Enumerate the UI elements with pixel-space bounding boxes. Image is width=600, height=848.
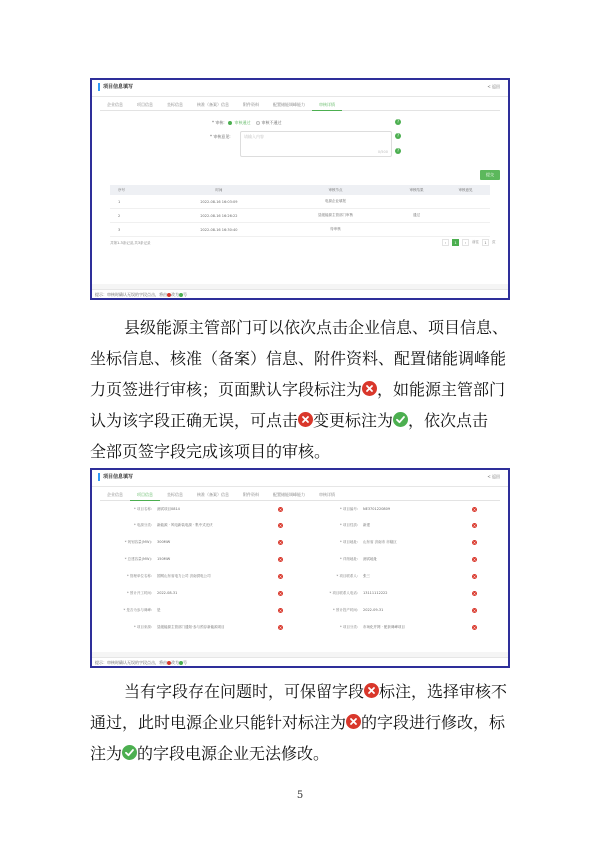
field-project-address: * 项目地址: 山东省 济南市 市辖区 [339,540,397,544]
back-link[interactable]: < 返回 [487,84,500,89]
close-circle-icon[interactable]: × [472,591,477,596]
close-circle-icon [298,412,313,427]
cell: 1 [110,195,159,209]
close-circle-icon [364,683,379,698]
tab-project-info[interactable]: 项目信息 [130,490,160,501]
submit-button[interactable]: 提交 [480,170,500,180]
close-circle-icon[interactable]: × [278,523,283,528]
tab-review-details[interactable]: 审核详情 [312,100,342,111]
close-circle-icon[interactable]: × [472,507,477,512]
cell: 县级能源主管部门审核 [279,209,392,223]
radio-unchecked-icon [256,121,260,125]
cell [392,223,441,237]
cell: 待审核 [279,223,392,237]
page-number: 5 [296,790,304,801]
review-history-table [110,185,490,237]
instruction-paragraph-2 [90,676,512,769]
tab-approval-info[interactable]: 核准（备案）信息 [197,492,229,497]
radio-pass[interactable]: 审核通过 [228,120,250,125]
tab-coordinate-info[interactable]: 坐标信息 [167,492,183,497]
para2-line2: 通过，此时电源企业只能针对标注为 [90,713,347,732]
field-planned-capacity: * 规划容量(MW): 300MW [124,540,171,544]
review-screenshot [90,78,510,300]
close-circle-icon[interactable]: × [278,591,283,596]
field-project-name: * 项目名称: 测试项目0814 [133,507,180,511]
cell [441,195,490,209]
panel-footer-tip: 提示：审核时确认无误的字段点击，将由 改为 号 [92,289,508,298]
opinion-label: * 审核意见: [210,134,231,139]
field-project-nature: * 项目性质: 新建 [339,523,370,527]
cell: 2022-08-16 16:03:09 [159,195,279,209]
cell [441,209,490,223]
page-button-current[interactable]: 1 [452,239,459,246]
tab-project-info[interactable]: 项目信息 [137,102,153,107]
field-project-code: * 项目编号: NE3701220809 [339,507,391,511]
close-circle-icon[interactable]: × [278,557,283,562]
col-result: 审核结果 [392,185,441,195]
check-circle-icon [122,745,137,760]
table-header-row [110,185,490,195]
close-circle-icon[interactable]: × [472,625,477,630]
cell: 2022-08-16 16:26:22 [159,209,279,223]
col-index: 序号 [110,185,159,195]
help-icon[interactable]: ? [396,133,400,138]
close-circle-icon[interactable]: × [278,608,283,613]
next-page-button[interactable]: › [462,239,469,246]
project-info-screenshot [90,468,510,668]
para2-line2b: 的字段进行修改，标 [361,713,506,732]
para1-line4c: ，依次点击 [408,411,489,430]
radio-checked-icon [228,121,232,125]
para2-line1: 当有字段存在问题时，可保留字段 [124,682,365,701]
para1-line5: 全部页签字段完成该项目的审核。 [90,442,331,461]
col-time: 时间 [159,185,279,195]
close-circle-icon[interactable]: × [472,523,477,528]
audit-label: * 审核: [212,120,225,125]
opinion-char-count: 0/500 [377,150,388,154]
para1-line4: 认为该字段正确无误，可点击 [90,411,299,430]
close-circle-icon[interactable]: × [472,608,477,613]
panel-header [92,80,508,97]
close-circle-icon[interactable]: × [472,540,477,545]
field-detail-address: * 详细地址: 测试地址 [339,557,377,561]
tab-approval-info[interactable]: 核准（备案）信息 [197,102,229,107]
panel-title: 项目信息填写 [98,473,133,481]
tab-bar [100,490,500,501]
para2-line1b: 标注，选择审核不 [379,682,508,701]
tab-review-details[interactable]: 审核详情 [319,492,335,497]
col-node: 审核节点 [279,185,392,195]
panel-header [92,470,508,487]
cell: 2 [110,209,159,223]
para2-line3: 注为 [90,744,123,763]
goto-label: 前往 [472,240,479,244]
field-contact-phone: * 项目联系人电话: 13111112222 [329,591,388,595]
page-suffix: 页 [492,240,496,244]
cell: 3 [110,223,159,237]
close-circle-icon[interactable]: × [278,574,283,579]
cell: 通过 [392,209,441,223]
opinion-textarea[interactable] [240,131,392,157]
close-circle-icon[interactable]: × [278,507,283,512]
para1-line2: 坐标信息、核准（备案）信息、附件资料、配置储能调峰能 [90,349,507,368]
tab-storage-config[interactable]: 配置储能调峰能力 [273,102,305,107]
table-row [110,223,490,237]
cell [392,195,441,209]
close-circle-icon[interactable]: × [472,557,477,562]
goto-page-input[interactable]: 1 [482,239,489,246]
tab-bar [100,100,500,111]
table-row [110,195,490,209]
instruction-paragraph-1 [90,312,512,467]
check-circle-icon [393,412,408,427]
cell [441,223,490,237]
tab-enterprise-info[interactable]: 企业信息 [107,102,123,107]
back-link[interactable]: < 返回 [487,474,500,479]
close-circle-icon[interactable]: × [472,574,477,579]
radio-fail[interactable]: 审核不通过 [256,120,282,125]
pagination [442,239,496,246]
tab-enterprise-info[interactable]: 企业信息 [107,492,123,497]
prev-page-button[interactable]: ‹ [442,239,449,246]
tab-storage-config[interactable]: 配置储能调峰能力 [273,492,305,497]
para1-line3: 力页签进行审核；页面默认字段标注为 [90,380,363,399]
col-opinion: 审核意见 [441,185,490,195]
table-row [110,209,490,223]
field-commission-date: * 预计投产时间: 2022-09-31 [332,608,384,612]
field-contact-person: * 项目联系人: 张三 [336,574,370,578]
help-icon[interactable]: ? [396,119,400,124]
audit-row [212,120,282,126]
field-management-unit: * 管理单位名称: 国网山东省电力公司 济南供电公司 [126,574,211,578]
para1-line3b: ，如能源主管部门 [377,380,506,399]
panel-title: 项目信息填写 [98,83,133,91]
tab-attachments[interactable]: 附件资料 [243,492,259,497]
close-circle-icon[interactable]: × [278,540,283,545]
help-icon[interactable]: ? [396,148,400,153]
cell: 2022-08-16 16:30:40 [159,223,279,237]
close-circle-icon [362,381,377,396]
close-circle-icon[interactable]: × [278,625,283,630]
record-summary: 共第1-3条记录,共3条记录 [110,241,151,245]
field-start-date: * 预计开工时间: 2022-08-31 [126,591,178,595]
close-circle-icon [346,714,361,729]
tab-attachments[interactable]: 附件资料 [243,102,259,107]
field-power-type: * 电源分类: 新能源 · 风电新装电源 · 集中式光伏 [133,523,213,527]
tab-coordinate-info[interactable]: 坐标信息 [167,102,183,107]
field-project-category: * 项目分类: 市场化并网 · 配套调峰项目 [339,625,405,629]
para1-line4b: 变更标注为 [313,411,394,430]
para1-line1: 县级能源主管部门可以依次点击企业信息、项目信息、 [124,318,509,337]
field-project-source: * 项目来源: 县级能源主管部门通知·参与预存新能源项目 [133,625,225,629]
field-peak-regulation: * 是否为参与调峰: 是 [123,608,161,612]
cell: 电源企业填报 [279,195,392,209]
para2-line3b: 的字段电源企业无法修改。 [137,744,330,763]
opinion-placeholder: 请输入内容 [244,134,264,139]
panel-footer-tip: 提示：审核时确认无误的字段点击，将由 改为 号 [92,657,508,666]
field-built-capacity: * 总建容量(MW): 150MW [124,557,171,561]
